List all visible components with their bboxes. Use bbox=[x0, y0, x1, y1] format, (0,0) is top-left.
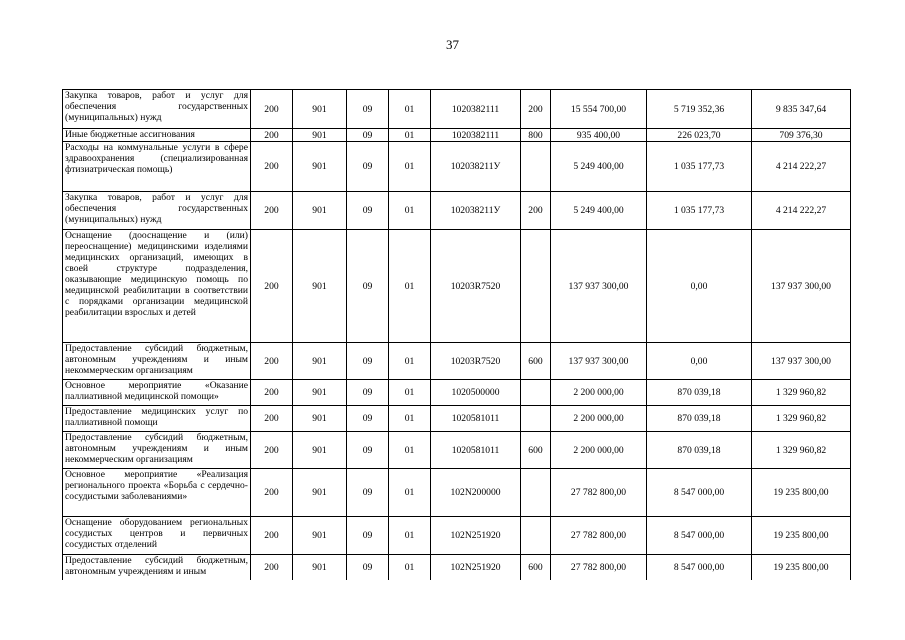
cell-type bbox=[521, 380, 551, 406]
cell-code-1: 200 bbox=[251, 406, 293, 432]
cell-code-3: 09 bbox=[347, 406, 389, 432]
cell-type bbox=[521, 230, 551, 343]
cell-sum-2: 226 023,70 bbox=[647, 129, 752, 142]
cell-code-3: 09 bbox=[347, 192, 389, 230]
cell-code-3: 09 bbox=[347, 142, 389, 192]
table-row bbox=[63, 129, 851, 142]
cell-sum-1: 27 782 800,00 bbox=[551, 555, 647, 580]
cell-code-4: 01 bbox=[389, 129, 431, 142]
cell-code-2: 901 bbox=[293, 555, 347, 580]
cell-code-1: 200 bbox=[251, 142, 293, 192]
cell-code-4: 01 bbox=[389, 343, 431, 380]
page-number: 37 bbox=[446, 37, 459, 52]
cell-sum-1: 5 249 400,00 bbox=[551, 192, 647, 230]
cell-code-2: 901 bbox=[293, 129, 347, 142]
cell-code-4: 01 bbox=[389, 192, 431, 230]
cell-code-1: 200 bbox=[251, 192, 293, 230]
cell-code-4: 01 bbox=[389, 90, 431, 129]
cell-type: 600 bbox=[521, 343, 551, 380]
cell-sum-3: 1 329 960,82 bbox=[752, 380, 851, 406]
row-name: Основное мероприятие «Реализация регионального проекта «Борьба с сердечно-сосудистыми заболеваниями» bbox=[63, 469, 251, 517]
cell-code-2: 901 bbox=[293, 343, 347, 380]
cell-target: 102N200000 bbox=[431, 469, 521, 517]
cell-code-1: 200 bbox=[251, 432, 293, 469]
table-row bbox=[63, 432, 851, 469]
cell-target: 1020581011 bbox=[431, 432, 521, 469]
cell-code-3: 09 bbox=[347, 380, 389, 406]
cell-code-2: 901 bbox=[293, 230, 347, 343]
cell-sum-3: 1 329 960,82 bbox=[752, 432, 851, 469]
cell-code-4: 01 bbox=[389, 555, 431, 580]
cell-code-3: 09 bbox=[347, 517, 389, 555]
table-row bbox=[63, 192, 851, 230]
cell-sum-2: 0,00 bbox=[647, 230, 752, 343]
cell-code-3: 09 bbox=[347, 555, 389, 580]
cell-sum-1: 2 200 000,00 bbox=[551, 432, 647, 469]
table-row bbox=[63, 555, 851, 580]
cell-sum-2: 5 719 352,36 bbox=[647, 90, 752, 129]
cell-code-4: 01 bbox=[389, 142, 431, 192]
cell-code-4: 01 bbox=[389, 406, 431, 432]
cell-code-3: 09 bbox=[347, 469, 389, 517]
cell-sum-1: 2 200 000,00 bbox=[551, 380, 647, 406]
cell-sum-1: 137 937 300,00 bbox=[551, 230, 647, 343]
cell-code-2: 901 bbox=[293, 142, 347, 192]
cell-sum-1: 935 400,00 bbox=[551, 129, 647, 142]
budget-table bbox=[62, 89, 851, 580]
cell-code-2: 901 bbox=[293, 469, 347, 517]
cell-sum-1: 27 782 800,00 bbox=[551, 469, 647, 517]
cell-code-2: 901 bbox=[293, 192, 347, 230]
cell-type bbox=[521, 517, 551, 555]
cell-type: 200 bbox=[521, 90, 551, 129]
cell-sum-1: 15 554 700,00 bbox=[551, 90, 647, 129]
cell-type: 600 bbox=[521, 555, 551, 580]
cell-type: 200 bbox=[521, 192, 551, 230]
table-row bbox=[63, 469, 851, 517]
cell-sum-2: 1 035 177,73 bbox=[647, 142, 752, 192]
row-name: Иные бюджетные ассигнования bbox=[63, 129, 251, 142]
cell-sum-2: 0,00 bbox=[647, 343, 752, 380]
table-row bbox=[63, 90, 851, 129]
cell-type bbox=[521, 406, 551, 432]
cell-code-3: 09 bbox=[347, 90, 389, 129]
cell-code-3: 09 bbox=[347, 230, 389, 343]
table-row bbox=[63, 380, 851, 406]
cell-target: 102038211У bbox=[431, 192, 521, 230]
cell-code-1: 200 bbox=[251, 555, 293, 580]
cell-code-1: 200 bbox=[251, 129, 293, 142]
cell-sum-2: 870 039,18 bbox=[647, 380, 752, 406]
row-name: Расходы на коммунальные услуги в сфере здравоохранения (специализированная фтизиатрическая помощь) bbox=[63, 142, 251, 192]
cell-code-1: 200 bbox=[251, 517, 293, 555]
cell-code-4: 01 bbox=[389, 432, 431, 469]
cell-code-1: 200 bbox=[251, 230, 293, 343]
cell-sum-3: 19 235 800,00 bbox=[752, 469, 851, 517]
cell-code-2: 901 bbox=[293, 90, 347, 129]
cell-sum-2: 870 039,18 bbox=[647, 432, 752, 469]
row-name: Закупка товаров, работ и услуг для обеспечения государственных (муниципальных) нужд bbox=[63, 90, 251, 129]
cell-code-2: 901 bbox=[293, 406, 347, 432]
cell-sum-3: 709 376,30 bbox=[752, 129, 851, 142]
cell-code-4: 01 bbox=[389, 230, 431, 343]
cell-code-2: 901 bbox=[293, 432, 347, 469]
cell-sum-2: 1 035 177,73 bbox=[647, 192, 752, 230]
cell-target: 10203R7520 bbox=[431, 230, 521, 343]
cell-target: 102038211У bbox=[431, 142, 521, 192]
table-row bbox=[63, 142, 851, 192]
cell-type: 600 bbox=[521, 432, 551, 469]
cell-code-2: 901 bbox=[293, 380, 347, 406]
row-name: Оснащение (дооснащение и (или) переоснащение) медицинскими изделиями медицинских организаций, имеющих в своей структуре подразделения, оказывающие медицинскую помощь по медицинской реабилитации в соответствии с порядками организации медицинской реабилитации взрослых и детей bbox=[63, 230, 251, 343]
table-row bbox=[63, 406, 851, 432]
row-name: Предоставление медицинских услуг по паллиативной помощи bbox=[63, 406, 251, 432]
row-name: Оснащение оборудованием региональных сосудистых центров и первичных сосудистых отделений bbox=[63, 517, 251, 555]
cell-code-1: 200 bbox=[251, 380, 293, 406]
cell-code-4: 01 bbox=[389, 469, 431, 517]
cell-sum-3: 4 214 222,27 bbox=[752, 192, 851, 230]
cell-code-3: 09 bbox=[347, 432, 389, 469]
cell-sum-3: 1 329 960,82 bbox=[752, 406, 851, 432]
cell-code-4: 01 bbox=[389, 517, 431, 555]
cell-code-2: 901 bbox=[293, 517, 347, 555]
row-name: Закупка товаров, работ и услуг для обеспечения государственных (муниципальных) нужд bbox=[63, 192, 251, 230]
cell-code-3: 09 bbox=[347, 343, 389, 380]
cell-sum-2: 8 547 000,00 bbox=[647, 517, 752, 555]
cell-sum-3: 137 937 300,00 bbox=[752, 343, 851, 380]
cell-sum-2: 870 039,18 bbox=[647, 406, 752, 432]
cell-type: 800 bbox=[521, 129, 551, 142]
cell-target: 1020382111 bbox=[431, 90, 521, 129]
cell-code-1: 200 bbox=[251, 343, 293, 380]
cell-target: 1020581011 bbox=[431, 406, 521, 432]
row-name: Предоставление субсидий бюджетным, автономным учреждениям и иным некоммерческим организациям bbox=[63, 432, 251, 469]
cell-sum-3: 9 835 347,64 bbox=[752, 90, 851, 129]
cell-sum-3: 137 937 300,00 bbox=[752, 230, 851, 343]
cell-sum-1: 2 200 000,00 bbox=[551, 406, 647, 432]
cell-type bbox=[521, 469, 551, 517]
cell-target: 1020500000 bbox=[431, 380, 521, 406]
cell-sum-3: 19 235 800,00 bbox=[752, 517, 851, 555]
cell-code-1: 200 bbox=[251, 90, 293, 129]
cell-target: 102N251920 bbox=[431, 555, 521, 580]
cell-sum-3: 4 214 222,27 bbox=[752, 142, 851, 192]
table-row bbox=[63, 343, 851, 380]
row-name: Предоставление субсидий бюджетным, автономным учреждениям и иным bbox=[63, 555, 251, 580]
cell-type bbox=[521, 142, 551, 192]
cell-sum-1: 27 782 800,00 bbox=[551, 517, 647, 555]
cell-target: 102N251920 bbox=[431, 517, 521, 555]
cell-code-1: 200 bbox=[251, 469, 293, 517]
cell-sum-2: 8 547 000,00 bbox=[647, 555, 752, 580]
cell-target: 1020382111 bbox=[431, 129, 521, 142]
cell-code-3: 09 bbox=[347, 129, 389, 142]
cell-sum-3: 19 235 800,00 bbox=[752, 555, 851, 580]
cell-sum-2: 8 547 000,00 bbox=[647, 469, 752, 517]
cell-sum-1: 5 249 400,00 bbox=[551, 142, 647, 192]
row-name: Предоставление субсидий бюджетным, автономным учреждениям и иным некоммерческим организациям bbox=[63, 343, 251, 380]
table-row bbox=[63, 517, 851, 555]
cell-target: 10203R7520 bbox=[431, 343, 521, 380]
cell-sum-1: 137 937 300,00 bbox=[551, 343, 647, 380]
cell-code-4: 01 bbox=[389, 380, 431, 406]
row-name: Основное мероприятие «Оказание паллиативной медицинской помощи» bbox=[63, 380, 251, 406]
table-row bbox=[63, 230, 851, 343]
